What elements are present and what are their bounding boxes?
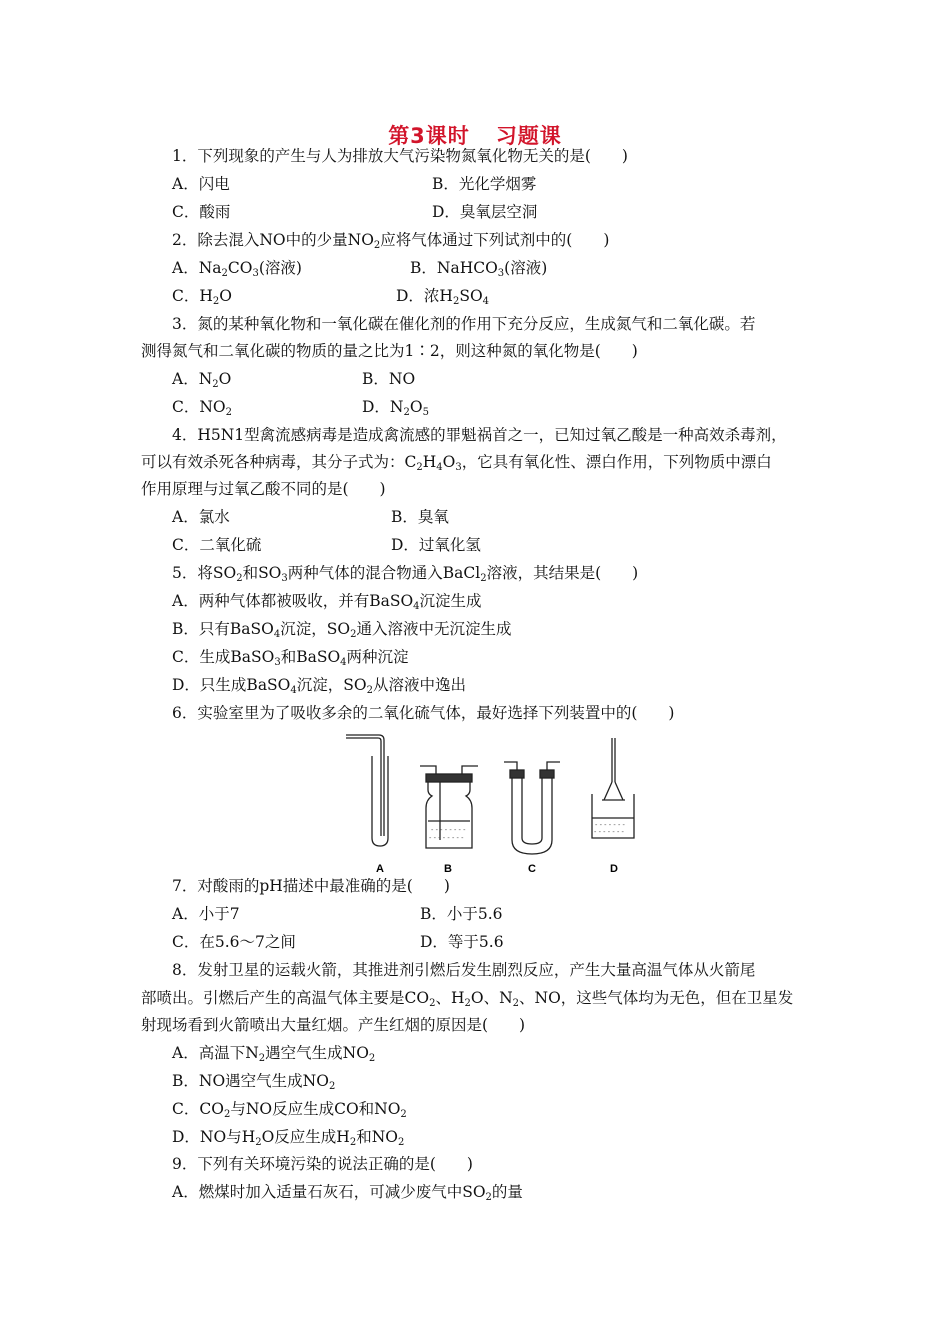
question-8-option-b: B．NO遇空气生成$NO_2$ xyxy=(172,1072,336,1092)
question-2-option-c: C．$H_2O$ xyxy=(172,287,232,307)
question-2-option-a: A．$Na_2CO_3$(溶液) xyxy=(172,259,302,279)
question-6-stem: 6．实验室里为了吸收多余的二氧化硫气体，最好选择下列装置中的( ) xyxy=(172,704,675,722)
question-2-stem: 2．除去混入NO中的少量$NO_2$应将气体通过下列试剂中的( ) xyxy=(172,231,610,251)
question-9-option-a: A．燃煤时加入适量石灰石，可减少废气中$SO_2$的量 xyxy=(172,1183,523,1203)
question-2-option-b: B．NaHCO$_3$(溶液) xyxy=(410,259,548,279)
svg-text:- - - - - - - -: - - - - - - - - xyxy=(431,826,466,834)
question-8-stem-line2: 部喷出。引燃后产生的高温气体主要是$CO_2$、$H_2O$、$N_2$、NO，这些气体均为无色，但在卫星发 xyxy=(141,989,794,1009)
apparatus-label-c: C xyxy=(528,863,536,875)
gas-absorption-apparatus-figure xyxy=(336,728,646,878)
question-3-stem-line1: 3．氮的某种氧化物和一氧化碳在催化剂的作用下充分反应，生成氮气和二氧化碳。若 xyxy=(172,315,756,333)
svg-text:- - - - - - -: - - - - - - - xyxy=(595,821,625,829)
apparatus-label-b: B xyxy=(444,863,452,875)
question-4-stem-line3: 作用原理与过氧乙酸不同的是( ) xyxy=(141,480,386,498)
apparatus-label-d: D xyxy=(610,863,618,875)
question-1-option-d: D．臭氧层空洞 xyxy=(432,203,538,221)
question-4-stem-line2: 可以有效杀死各种病毒，其分子式为：$C_2H_4O_3$，它具有氧化性、漂白作用，下列物质中漂白 xyxy=(141,453,772,473)
question-1-option-a: A．闪电 xyxy=(172,175,230,193)
question-9-stem: 9．下列有关环境污染的说法正确的是( ) xyxy=(172,1155,473,1173)
question-4-option-a: A．氯水 xyxy=(172,508,230,526)
question-3-option-d: D．$N_2O_5$ xyxy=(362,398,429,418)
question-5-option-b: B．只有BaSO$_4$沉淀，$SO_2$通入溶液中无沉淀生成 xyxy=(172,620,512,640)
question-8-stem-line3: 射现场看到火箭喷出大量红烟。产生红烟的原因是( ) xyxy=(141,1016,526,1034)
svg-text:- - - - - - -: - - - - - - - xyxy=(594,828,624,836)
apparatus-c-u-tube xyxy=(504,762,560,854)
question-8-stem-line1: 8．发射卫星的运载火箭，其推进剂引燃后发生剧烈反应，产生大量高温气体从火箭尾 xyxy=(172,961,756,979)
question-7-option-d: D．等于5.6 xyxy=(420,933,504,951)
question-5-stem: 5．将$SO_2$和$SO_3$两种气体的混合物通入BaCl$_2$溶液，其结果是( ) xyxy=(172,564,639,584)
question-7-option-c: C．在5.6～7之间 xyxy=(172,933,296,951)
question-4-option-c: C．二氧化硫 xyxy=(172,536,262,554)
question-1-option-b: B．光化学烟雾 xyxy=(432,175,537,193)
apparatus-a-test-tube xyxy=(346,735,388,846)
question-2-option-d: D．浓$H_2SO_4$ xyxy=(396,287,490,307)
question-5-option-a: A．两种气体都被吸收，并有BaSO$_4$沉淀生成 xyxy=(172,592,482,612)
title-lesson: 第3课时 xyxy=(388,124,470,148)
question-7-option-b: B．小于5.6 xyxy=(420,905,503,923)
question-8-option-d: D．NO与$H_2O$反应生成$H_2$和$NO_2$ xyxy=(172,1128,405,1148)
question-4-stem-line1: 4．H5N1型禽流感病毒是造成禽流感的罪魁祸首之一，已知过氧乙酸是一种高效杀毒剂， xyxy=(172,426,787,444)
question-7-option-a: A．小于7 xyxy=(172,905,240,923)
question-8-option-c: C．$CO_2$与NO反应生成CO和$NO_2$ xyxy=(172,1100,407,1120)
question-5-option-c: C．生成BaSO$_3$和BaSO$_4$两种沉淀 xyxy=(172,648,409,668)
question-5-option-d: D．只生成BaSO$_4$沉淀，$SO_2$从溶液中逸出 xyxy=(172,676,466,696)
question-3-option-a: A．$N_2O$ xyxy=(172,370,232,390)
title-topic: 习题课 xyxy=(495,124,562,148)
question-4-option-d: D．过氧化氢 xyxy=(391,536,481,554)
apparatus-label-a: A xyxy=(376,863,384,875)
svg-text:- - - - - - - -: - - - - - - - - xyxy=(429,834,464,842)
question-4-option-b: B．臭氧 xyxy=(391,508,449,526)
question-1-option-c: C．酸雨 xyxy=(172,203,231,221)
question-3-option-c: C．$NO_2$ xyxy=(172,398,233,418)
question-3-option-b: B．NO xyxy=(362,370,416,388)
question-1-stem: 1．下列现象的产生与人为排放大气污染物氮氧化物无关的是( ) xyxy=(172,147,628,165)
question-3-stem-line2: 测得氮气和二氧化碳的物质的量之比为1∶2，则这种氮的氧化物是( ) xyxy=(141,342,638,360)
question-7-stem: 7．对酸雨的pH描述中最准确的是( ) xyxy=(172,877,450,895)
question-8-option-a: A．高温下$N_2$遇空气生成$NO_2$ xyxy=(172,1044,376,1064)
